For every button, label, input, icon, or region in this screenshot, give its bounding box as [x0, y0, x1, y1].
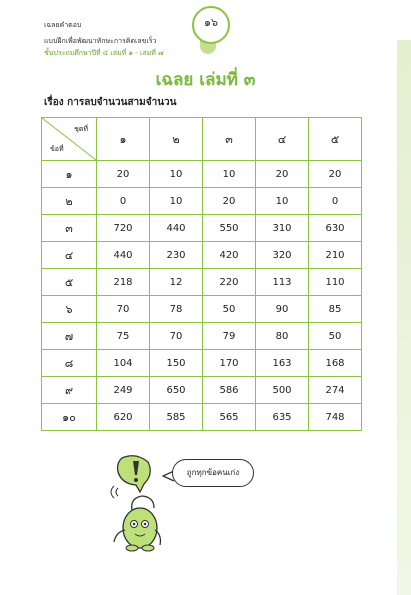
table-row	[42, 269, 362, 296]
answer-cell: 70	[97, 296, 150, 323]
corner-label-set: ชุดที่	[74, 125, 88, 133]
header-line-2: แบบฝึกเพื่อพัฒนาทักษะการคิดเลขเร็ว	[44, 37, 157, 45]
answer-cell: 104	[97, 350, 150, 377]
answer-cell: 10	[203, 161, 256, 188]
answer-cell: 585	[150, 404, 203, 431]
page-number-badge: ๑๖	[192, 6, 230, 44]
answer-cell: 210	[309, 242, 362, 269]
answer-cell: 10	[150, 161, 203, 188]
mascot-illustration	[104, 450, 174, 560]
answer-cell: 168	[309, 350, 362, 377]
answer-cell: 20	[203, 188, 256, 215]
table-row	[42, 377, 362, 404]
answer-cell: 10	[150, 188, 203, 215]
answer-cell: 110	[309, 269, 362, 296]
answer-cell: 748	[309, 404, 362, 431]
row-item-number: ๖	[42, 296, 97, 323]
answer-cell: 220	[203, 269, 256, 296]
answer-cell: 440	[150, 215, 203, 242]
answer-cell: 0	[309, 188, 362, 215]
answer-cell: 20	[97, 161, 150, 188]
row-item-number: ๓	[42, 215, 97, 242]
row-item-number: ๘	[42, 350, 97, 377]
answer-cell: 274	[309, 377, 362, 404]
row-item-number: ๔	[42, 242, 97, 269]
page-header	[44, 20, 163, 58]
answer-cell: 586	[203, 377, 256, 404]
answer-cell: 420	[203, 242, 256, 269]
answer-cell: 320	[256, 242, 309, 269]
answer-cell: 230	[150, 242, 203, 269]
table-row	[42, 242, 362, 269]
answer-cell: 249	[97, 377, 150, 404]
table-row	[42, 161, 362, 188]
header-line-1: เฉลยคำตอบ	[44, 21, 82, 29]
answer-cell: 163	[256, 350, 309, 377]
row-item-number: ๒	[42, 188, 97, 215]
answer-cell: 635	[256, 404, 309, 431]
answer-cell: 113	[256, 269, 309, 296]
answer-cell: 170	[203, 350, 256, 377]
answer-cell: 565	[203, 404, 256, 431]
answer-cell: 78	[150, 296, 203, 323]
answer-cell: 150	[150, 350, 203, 377]
row-item-number: ๑	[42, 161, 97, 188]
answer-cell: 720	[97, 215, 150, 242]
answer-cell: 90	[256, 296, 309, 323]
row-item-number: ๑๐	[42, 404, 97, 431]
table-row	[42, 296, 362, 323]
column-header: ๑	[97, 118, 150, 161]
answer-cell: 79	[203, 323, 256, 350]
answer-cell: 12	[150, 269, 203, 296]
table-row	[42, 188, 362, 215]
answer-cell: 50	[203, 296, 256, 323]
answer-cell: 20	[256, 161, 309, 188]
side-decoration-band	[397, 40, 411, 595]
row-item-number: ๙	[42, 377, 97, 404]
answer-cell: 0	[97, 188, 150, 215]
answer-cell: 85	[309, 296, 362, 323]
header-line-3: ชั้นประถมศึกษาปีที่ ๔ เล่มที่ ๑ - เล่มที่ ๗	[44, 49, 164, 57]
answer-cell: 10	[256, 188, 309, 215]
speech-bubble: ถูกทุกข้อคนเก่ง	[172, 459, 254, 487]
answer-cell: 500	[256, 377, 309, 404]
answer-cell: 310	[256, 215, 309, 242]
mascot-body-icon	[111, 486, 160, 551]
column-header: ๔	[256, 118, 309, 161]
answer-cell: 75	[97, 323, 150, 350]
table-corner-cell	[42, 118, 97, 161]
answer-cell: 650	[150, 377, 203, 404]
exclamation-bubble-icon	[118, 456, 151, 492]
table-row	[42, 404, 362, 431]
column-header: ๒	[150, 118, 203, 161]
answer-cell: 70	[150, 323, 203, 350]
row-item-number: ๕	[42, 269, 97, 296]
answer-cell: 80	[256, 323, 309, 350]
answer-cell: 20	[309, 161, 362, 188]
table-row	[42, 215, 362, 242]
column-header: ๕	[309, 118, 362, 161]
answer-cell: 440	[97, 242, 150, 269]
row-item-number: ๗	[42, 323, 97, 350]
table-row	[42, 323, 362, 350]
column-header: ๓	[203, 118, 256, 161]
answer-cell: 620	[97, 404, 150, 431]
answer-cell: 630	[309, 215, 362, 242]
answer-cell: 218	[97, 269, 150, 296]
answer-table	[41, 117, 362, 431]
corner-label-item: ข้อที่	[50, 145, 64, 153]
page-title: เฉลย เล่มที่ ๓	[155, 70, 256, 90]
answer-cell: 550	[203, 215, 256, 242]
table-header-row	[42, 118, 362, 161]
page-subtitle: เรื่อง การลบจำนวนสามจำนวน	[44, 97, 177, 108]
answer-cell: 50	[309, 323, 362, 350]
table-row	[42, 350, 362, 377]
